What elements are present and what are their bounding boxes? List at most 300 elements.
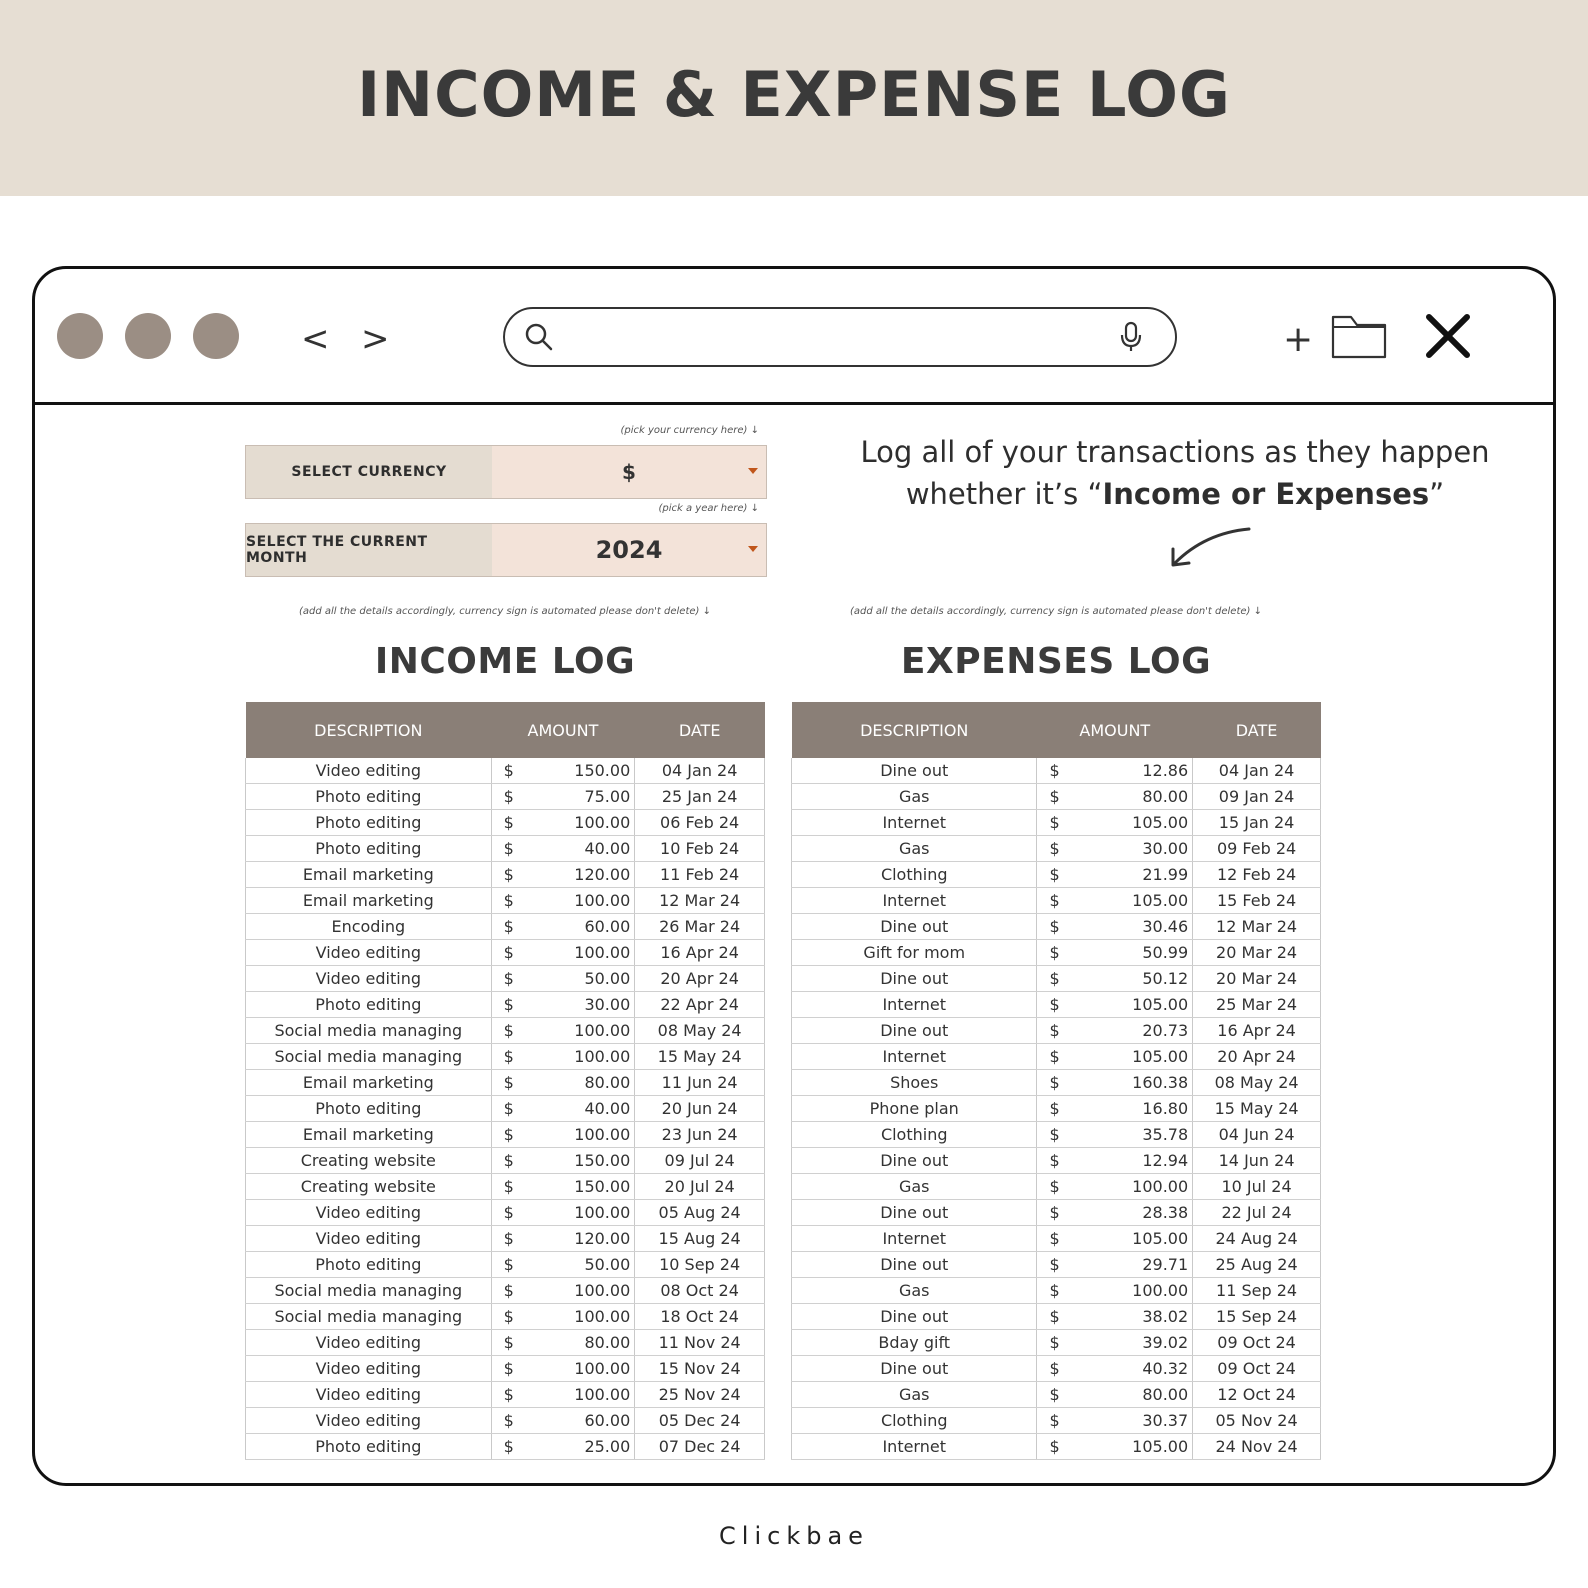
cell-date[interactable]: 10 Feb 24	[635, 836, 765, 862]
cell-date[interactable]: 20 Mar 24	[1193, 940, 1321, 966]
table-row[interactable]	[246, 1252, 765, 1278]
cell-amount[interactable]: 150.00	[523, 1148, 635, 1174]
cell-date[interactable]: 22 Jul 24	[1193, 1200, 1321, 1226]
cell-date[interactable]: 18 Oct 24	[635, 1304, 765, 1330]
table-row[interactable]	[246, 1044, 765, 1070]
cell-date[interactable]: 20 Jun 24	[635, 1096, 765, 1122]
cell-date[interactable]: 10 Jul 24	[1193, 1174, 1321, 1200]
cell-amount[interactable]: 30.00	[523, 992, 635, 1018]
cell-amount[interactable]: 80.00	[523, 1330, 635, 1356]
cell-currency[interactable]: $	[1037, 1304, 1069, 1330]
cell-date[interactable]: 25 Jan 24	[635, 784, 765, 810]
cell-amount[interactable]: 12.86	[1069, 758, 1193, 784]
month-selector-value[interactable]	[492, 524, 766, 576]
cell-amount[interactable]: 100.00	[523, 1200, 635, 1226]
cell-amount[interactable]: 100.00	[1069, 1174, 1193, 1200]
table-row[interactable]	[792, 1304, 1321, 1330]
cell-date[interactable]: 12 Oct 24	[1193, 1382, 1321, 1408]
cell-amount[interactable]: 100.00	[523, 1122, 635, 1148]
table-row[interactable]	[792, 1096, 1321, 1122]
cell-date[interactable]: 11 Nov 24	[635, 1330, 765, 1356]
cell-amount[interactable]: 105.00	[1069, 810, 1193, 836]
cell-date[interactable]: 04 Jan 24	[635, 758, 765, 784]
cell-date[interactable]: 09 Oct 24	[1193, 1330, 1321, 1356]
cell-date[interactable]: 11 Jun 24	[635, 1070, 765, 1096]
cell-date[interactable]: 08 Oct 24	[635, 1278, 765, 1304]
cell-description[interactable]: Social media managing	[246, 1304, 492, 1330]
cell-currency[interactable]: $	[1037, 966, 1069, 992]
table-row[interactable]	[792, 914, 1321, 940]
cell-amount[interactable]: 105.00	[1069, 992, 1193, 1018]
cell-amount[interactable]: 35.78	[1069, 1122, 1193, 1148]
income-table	[245, 702, 765, 1460]
cell-date[interactable]: 09 Feb 24	[1193, 836, 1321, 862]
table-row[interactable]	[246, 992, 765, 1018]
cell-amount[interactable]: 80.00	[1069, 1382, 1193, 1408]
cell-description[interactable]: Video editing	[246, 1356, 492, 1382]
cell-date[interactable]: 09 Jan 24	[1193, 784, 1321, 810]
table-row[interactable]	[246, 836, 765, 862]
cell-description[interactable]: Internet	[792, 992, 1037, 1018]
cell-description[interactable]: Dine out	[792, 1018, 1037, 1044]
table-row[interactable]	[792, 1252, 1321, 1278]
cell-description[interactable]: Photo editing	[246, 992, 492, 1018]
cell-date[interactable]: 14 Jun 24	[1193, 1148, 1321, 1174]
cell-currency[interactable]: $	[1037, 940, 1069, 966]
cell-description[interactable]: Email marketing	[246, 888, 492, 914]
forward-arrow-icon[interactable]: >	[361, 319, 390, 359]
new-tab-plus-icon[interactable]: +	[1283, 319, 1314, 360]
cell-description[interactable]: Gift for mom	[792, 940, 1037, 966]
cell-description[interactable]: Dine out	[792, 1148, 1037, 1174]
cell-amount[interactable]: 25.00	[523, 1434, 635, 1460]
cell-date[interactable]: 05 Dec 24	[635, 1408, 765, 1434]
cell-description[interactable]: Video editing	[246, 1200, 492, 1226]
cell-description[interactable]: Email marketing	[246, 1070, 492, 1096]
cell-description[interactable]: Clothing	[792, 1122, 1037, 1148]
cell-date[interactable]: 05 Aug 24	[635, 1200, 765, 1226]
close-icon[interactable]	[1425, 313, 1471, 359]
window-dot-close[interactable]	[57, 313, 103, 359]
dropdown-caret-icon[interactable]	[748, 546, 758, 552]
cell-currency[interactable]: $	[491, 1122, 523, 1148]
cell-description[interactable]: Video editing	[246, 1382, 492, 1408]
cell-amount[interactable]: 100.00	[523, 888, 635, 914]
table-row[interactable]	[246, 1382, 765, 1408]
table-row[interactable]	[792, 1382, 1321, 1408]
cell-date[interactable]: 15 Aug 24	[635, 1226, 765, 1252]
callout-line-2: whether it’s “Income or Expenses”	[905, 477, 1445, 511]
cell-amount[interactable]: 29.71	[1069, 1252, 1193, 1278]
income-header-amount: AMOUNT	[491, 702, 635, 758]
table-row[interactable]	[246, 1070, 765, 1096]
table-row[interactable]	[792, 1018, 1321, 1044]
cell-currency[interactable]: $	[1037, 784, 1069, 810]
table-row[interactable]	[246, 1226, 765, 1252]
cell-currency[interactable]: $	[491, 784, 523, 810]
cell-description[interactable]: Bday gift	[792, 1330, 1037, 1356]
cell-amount[interactable]: 100.00	[1069, 1278, 1193, 1304]
table-row[interactable]	[246, 1278, 765, 1304]
table-row[interactable]	[246, 784, 765, 810]
cell-currency[interactable]: $	[491, 1226, 523, 1252]
cell-currency[interactable]: $	[491, 1278, 523, 1304]
cell-amount[interactable]: 30.00	[1069, 836, 1193, 862]
cell-description[interactable]: Dine out	[792, 966, 1037, 992]
cell-date[interactable]: 20 Apr 24	[1193, 1044, 1321, 1070]
cell-date[interactable]: 20 Mar 24	[1193, 966, 1321, 992]
cell-description[interactable]: Creating website	[246, 1148, 492, 1174]
cell-amount[interactable]: 75.00	[523, 784, 635, 810]
cell-currency[interactable]: $	[491, 1252, 523, 1278]
cell-currency[interactable]: $	[1037, 914, 1069, 940]
table-row[interactable]	[792, 1122, 1321, 1148]
cell-currency[interactable]: $	[491, 966, 523, 992]
cell-amount[interactable]: 28.38	[1069, 1200, 1193, 1226]
cell-currency[interactable]: $	[491, 1304, 523, 1330]
cell-currency[interactable]: $	[491, 810, 523, 836]
cell-date[interactable]: 06 Feb 24	[635, 810, 765, 836]
cell-date[interactable]: 15 Jan 24	[1193, 810, 1321, 836]
cell-currency[interactable]: $	[1037, 810, 1069, 836]
cell-description[interactable]: Photo editing	[246, 784, 492, 810]
cell-amount[interactable]: 20.73	[1069, 1018, 1193, 1044]
cell-currency[interactable]: $	[1037, 1174, 1069, 1200]
cell-amount[interactable]: 100.00	[523, 810, 635, 836]
cell-description[interactable]: Phone plan	[792, 1096, 1037, 1122]
table-row[interactable]	[792, 1200, 1321, 1226]
cell-amount[interactable]: 100.00	[523, 940, 635, 966]
cell-currency[interactable]: $	[1037, 1148, 1069, 1174]
table-row[interactable]	[246, 810, 765, 836]
search-input[interactable]	[565, 319, 1109, 355]
cell-date[interactable]: 11 Feb 24	[635, 862, 765, 888]
cell-currency[interactable]: $	[491, 836, 523, 862]
cell-amount[interactable]: 40.32	[1069, 1356, 1193, 1382]
spreadsheet-content	[35, 405, 1553, 1483]
cell-amount[interactable]: 100.00	[523, 1018, 635, 1044]
cell-date[interactable]: 26 Mar 24	[635, 914, 765, 940]
month-selector-label: SELECT THE CURRENT MONTH	[246, 524, 492, 576]
cell-currency[interactable]: $	[491, 758, 523, 784]
cell-date[interactable]: 07 Dec 24	[635, 1434, 765, 1460]
cell-description[interactable]: Dine out	[792, 1304, 1037, 1330]
cell-description[interactable]: Dine out	[792, 1200, 1037, 1226]
table-row[interactable]	[792, 888, 1321, 914]
cell-currency[interactable]: $	[491, 1148, 523, 1174]
cell-amount[interactable]: 80.00	[523, 1070, 635, 1096]
currency-selector-label: SELECT CURRENCY	[246, 446, 492, 498]
cell-date[interactable]: 04 Jan 24	[1193, 758, 1321, 784]
cell-description[interactable]: Photo editing	[246, 1252, 492, 1278]
cell-description[interactable]: Photo editing	[246, 836, 492, 862]
cell-currency[interactable]: $	[491, 1200, 523, 1226]
table-row[interactable]	[246, 1304, 765, 1330]
cell-description[interactable]: Encoding	[246, 914, 492, 940]
cell-amount[interactable]: 50.00	[523, 1252, 635, 1278]
back-arrow-icon[interactable]: <	[301, 319, 330, 359]
cell-date[interactable]: 12 Mar 24	[1193, 914, 1321, 940]
expenses-table	[791, 702, 1321, 1460]
cell-amount[interactable]: 60.00	[523, 914, 635, 940]
cell-description[interactable]: Video editing	[246, 1408, 492, 1434]
cell-currency[interactable]: $	[1037, 1382, 1069, 1408]
cell-date[interactable]: 09 Oct 24	[1193, 1356, 1321, 1382]
table-row[interactable]	[246, 1122, 765, 1148]
table-row[interactable]	[792, 1070, 1321, 1096]
cell-description[interactable]: Gas	[792, 836, 1037, 862]
cell-currency[interactable]: $	[491, 1018, 523, 1044]
cell-amount[interactable]: 100.00	[523, 1304, 635, 1330]
cell-amount[interactable]: 100.00	[523, 1044, 635, 1070]
cell-amount[interactable]: 30.37	[1069, 1408, 1193, 1434]
currency-selector-value[interactable]	[492, 446, 766, 498]
cell-currency[interactable]: $	[1037, 1122, 1069, 1148]
cell-amount[interactable]: 105.00	[1069, 1434, 1193, 1460]
cell-description[interactable]: Video editing	[246, 966, 492, 992]
cell-description[interactable]: Email marketing	[246, 862, 492, 888]
currency-selector[interactable]	[245, 445, 767, 499]
cell-description[interactable]: Social media managing	[246, 1018, 492, 1044]
table-row[interactable]	[246, 1408, 765, 1434]
cell-description[interactable]: Video editing	[246, 758, 492, 784]
table-row[interactable]	[792, 784, 1321, 810]
cell-date[interactable]: 15 Sep 24	[1193, 1304, 1321, 1330]
table-row[interactable]	[792, 862, 1321, 888]
table-row[interactable]	[792, 940, 1321, 966]
cell-amount[interactable]: 100.00	[523, 1356, 635, 1382]
cell-description[interactable]: Dine out	[792, 1356, 1037, 1382]
cell-currency[interactable]: $	[1037, 1434, 1069, 1460]
cell-currency[interactable]: $	[491, 1330, 523, 1356]
cell-amount[interactable]: 40.00	[523, 1096, 635, 1122]
cell-currency[interactable]: $	[1037, 758, 1069, 784]
cell-amount[interactable]: 160.38	[1069, 1070, 1193, 1096]
cell-amount[interactable]: 120.00	[523, 862, 635, 888]
cell-currency[interactable]: $	[1037, 836, 1069, 862]
cell-description[interactable]: Social media managing	[246, 1044, 492, 1070]
cell-description[interactable]: Gas	[792, 1174, 1037, 1200]
cell-currency[interactable]: $	[491, 1356, 523, 1382]
cell-date[interactable]: 24 Nov 24	[1193, 1434, 1321, 1460]
cell-currency[interactable]: $	[491, 992, 523, 1018]
table-row[interactable]	[792, 992, 1321, 1018]
table-row[interactable]	[792, 836, 1321, 862]
expenses-table-body	[792, 758, 1321, 1460]
cell-date[interactable]: 10 Sep 24	[635, 1252, 765, 1278]
cell-description[interactable]: Creating website	[246, 1174, 492, 1200]
expenses-header-date: DATE	[1193, 702, 1321, 758]
cell-description[interactable]: Video editing	[246, 1330, 492, 1356]
cell-currency[interactable]: $	[491, 1044, 523, 1070]
cell-amount[interactable]: 105.00	[1069, 888, 1193, 914]
cell-currency[interactable]: $	[491, 1382, 523, 1408]
cell-currency[interactable]: $	[1037, 888, 1069, 914]
table-row[interactable]	[246, 888, 765, 914]
cell-currency[interactable]: $	[491, 1434, 523, 1460]
cell-amount[interactable]: 50.00	[523, 966, 635, 992]
cell-currency[interactable]: $	[1037, 1070, 1069, 1096]
table-row[interactable]	[246, 1018, 765, 1044]
month-selector[interactable]	[245, 523, 767, 577]
cell-description[interactable]: Social media managing	[246, 1278, 492, 1304]
cell-currency[interactable]: $	[491, 862, 523, 888]
cell-description[interactable]: Shoes	[792, 1070, 1037, 1096]
cell-amount[interactable]: 12.94	[1069, 1148, 1193, 1174]
cell-description[interactable]: Video editing	[246, 940, 492, 966]
cell-date[interactable]: 09 Jul 24	[635, 1148, 765, 1174]
folder-icon[interactable]	[1331, 313, 1387, 359]
cell-amount[interactable]: 16.80	[1069, 1096, 1193, 1122]
cell-amount[interactable]: 21.99	[1069, 862, 1193, 888]
cell-description[interactable]: Photo editing	[246, 810, 492, 836]
cell-amount[interactable]: 50.99	[1069, 940, 1193, 966]
cell-currency[interactable]: $	[1037, 1330, 1069, 1356]
cell-currency[interactable]: $	[491, 940, 523, 966]
cell-currency[interactable]: $	[491, 1070, 523, 1096]
cell-amount[interactable]: 105.00	[1069, 1044, 1193, 1070]
cell-currency[interactable]: $	[1037, 1200, 1069, 1226]
cell-description[interactable]: Internet	[792, 1226, 1037, 1252]
cell-date[interactable]: 20 Apr 24	[635, 966, 765, 992]
window-dot-minimize[interactable]	[125, 313, 171, 359]
table-row[interactable]	[792, 966, 1321, 992]
cell-currency[interactable]: $	[491, 914, 523, 940]
cell-currency[interactable]: $	[491, 888, 523, 914]
cell-description[interactable]: Clothing	[792, 862, 1037, 888]
cell-amount[interactable]: 38.02	[1069, 1304, 1193, 1330]
table-row[interactable]	[792, 1408, 1321, 1434]
cell-description[interactable]: Gas	[792, 1278, 1037, 1304]
cell-currency[interactable]: $	[1037, 1018, 1069, 1044]
cell-date[interactable]: 08 May 24	[635, 1018, 765, 1044]
cell-description[interactable]: Dine out	[792, 1252, 1037, 1278]
cell-currency[interactable]: $	[1037, 1096, 1069, 1122]
cell-date[interactable]: 12 Mar 24	[635, 888, 765, 914]
microphone-icon[interactable]	[1117, 321, 1145, 353]
cell-description[interactable]: Internet	[792, 1044, 1037, 1070]
table-row[interactable]	[246, 758, 765, 784]
cell-amount[interactable]: 100.00	[523, 1278, 635, 1304]
cell-amount[interactable]: 105.00	[1069, 1226, 1193, 1252]
cell-date[interactable]: 25 Nov 24	[635, 1382, 765, 1408]
cell-description[interactable]: Gas	[792, 784, 1037, 810]
year-hint: (pick a year here) ↓	[658, 503, 759, 514]
cell-description[interactable]: Internet	[792, 888, 1037, 914]
window-dot-maximize[interactable]	[193, 313, 239, 359]
table-row[interactable]	[792, 1278, 1321, 1304]
table-row[interactable]	[792, 1148, 1321, 1174]
cell-amount[interactable]: 150.00	[523, 758, 635, 784]
cell-date[interactable]: 15 Feb 24	[1193, 888, 1321, 914]
cell-description[interactable]: Gas	[792, 1382, 1037, 1408]
callout-line-1: Log all of your transactions as they happen	[860, 435, 1490, 469]
cell-description[interactable]: Internet	[792, 810, 1037, 836]
cell-description[interactable]: Dine out	[792, 758, 1037, 784]
cell-currency[interactable]: $	[1037, 1226, 1069, 1252]
cell-description[interactable]: Video editing	[246, 1226, 492, 1252]
table-row[interactable]	[246, 1200, 765, 1226]
cell-date[interactable]: 05 Nov 24	[1193, 1408, 1321, 1434]
cell-date[interactable]: 11 Sep 24	[1193, 1278, 1321, 1304]
cell-date[interactable]: 23 Jun 24	[635, 1122, 765, 1148]
cell-date[interactable]: 16 Apr 24	[635, 940, 765, 966]
cell-currency[interactable]: $	[491, 1174, 523, 1200]
cell-currency[interactable]: $	[1037, 992, 1069, 1018]
table-row[interactable]	[792, 1356, 1321, 1382]
cell-date[interactable]: 12 Feb 24	[1193, 862, 1321, 888]
cell-date[interactable]: 24 Aug 24	[1193, 1226, 1321, 1252]
search-bar[interactable]	[503, 307, 1177, 367]
cell-currency[interactable]: $	[1037, 1044, 1069, 1070]
income-hint: (add all the details accordingly, currency sign is automated please don't delete) ↓	[299, 606, 711, 617]
cell-date[interactable]: 16 Apr 24	[1193, 1018, 1321, 1044]
cell-currency[interactable]: $	[1037, 1278, 1069, 1304]
cell-currency[interactable]: $	[1037, 1252, 1069, 1278]
dropdown-caret-icon[interactable]	[748, 468, 758, 474]
table-row[interactable]	[246, 1434, 765, 1460]
cell-amount[interactable]: 39.02	[1069, 1330, 1193, 1356]
table-row[interactable]	[792, 1044, 1321, 1070]
table-row[interactable]	[246, 1330, 765, 1356]
table-row[interactable]	[246, 966, 765, 992]
cell-currency[interactable]: $	[1037, 862, 1069, 888]
cell-currency[interactable]: $	[1037, 1356, 1069, 1382]
table-row[interactable]	[792, 1226, 1321, 1252]
cell-amount[interactable]: 120.00	[523, 1226, 635, 1252]
cell-amount[interactable]: 100.00	[523, 1382, 635, 1408]
table-row[interactable]	[246, 1148, 765, 1174]
cell-description[interactable]: Internet	[792, 1434, 1037, 1460]
cell-currency[interactable]: $	[491, 1096, 523, 1122]
cell-date[interactable]: 15 May 24	[635, 1044, 765, 1070]
cell-amount[interactable]: 150.00	[523, 1174, 635, 1200]
cell-currency[interactable]: $	[1037, 1408, 1069, 1434]
table-row[interactable]	[246, 1174, 765, 1200]
cell-date[interactable]: 25 Aug 24	[1193, 1252, 1321, 1278]
cell-amount[interactable]: 80.00	[1069, 784, 1193, 810]
cell-description[interactable]: Dine out	[792, 914, 1037, 940]
cell-date[interactable]: 20 Jul 24	[635, 1174, 765, 1200]
expenses-header-description: DESCRIPTION	[792, 702, 1037, 758]
cell-date[interactable]: 22 Apr 24	[635, 992, 765, 1018]
cell-amount[interactable]: 30.46	[1069, 914, 1193, 940]
table-row[interactable]	[246, 1356, 765, 1382]
cell-date[interactable]: 08 May 24	[1193, 1070, 1321, 1096]
cell-description[interactable]: Photo editing	[246, 1096, 492, 1122]
table-row[interactable]	[246, 862, 765, 888]
cell-amount[interactable]: 60.00	[523, 1408, 635, 1434]
cell-description[interactable]: Photo editing	[246, 1434, 492, 1460]
table-row[interactable]	[246, 940, 765, 966]
cell-description[interactable]: Clothing	[792, 1408, 1037, 1434]
cell-amount[interactable]: 50.12	[1069, 966, 1193, 992]
cell-date[interactable]: 15 May 24	[1193, 1096, 1321, 1122]
table-row[interactable]	[246, 914, 765, 940]
table-row[interactable]	[792, 1330, 1321, 1356]
table-row[interactable]	[792, 810, 1321, 836]
cell-date[interactable]: 25 Mar 24	[1193, 992, 1321, 1018]
cell-description[interactable]: Email marketing	[246, 1122, 492, 1148]
table-row[interactable]	[246, 1096, 765, 1122]
cell-date[interactable]: 04 Jun 24	[1193, 1122, 1321, 1148]
cell-amount[interactable]: 40.00	[523, 836, 635, 862]
table-row[interactable]	[792, 1434, 1321, 1460]
table-row[interactable]	[792, 758, 1321, 784]
table-row[interactable]	[792, 1174, 1321, 1200]
cell-currency[interactable]: $	[491, 1408, 523, 1434]
cell-date[interactable]: 15 Nov 24	[635, 1356, 765, 1382]
